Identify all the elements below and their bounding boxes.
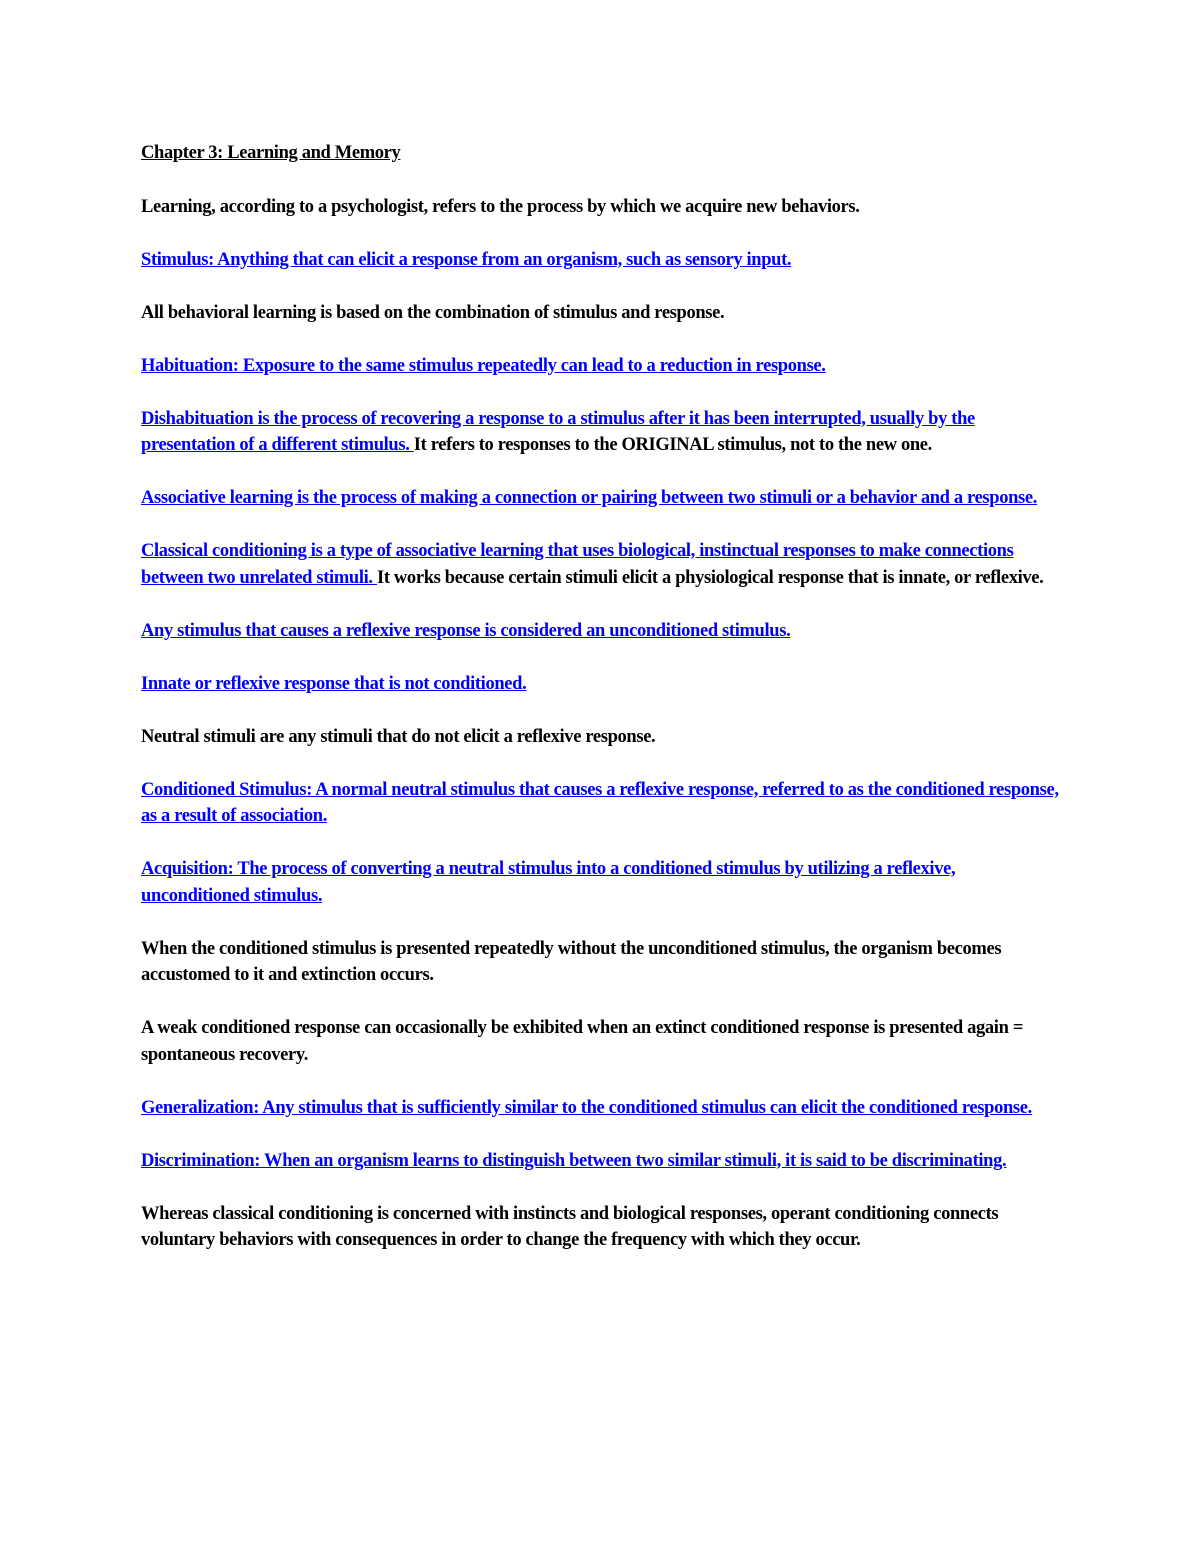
paragraph-stimulus (141, 247, 1061, 274)
paragraph-spontaneous-recovery (141, 1015, 1061, 1068)
body-text: It works because certain stimuli elicit a physiological response that is innate, or reflexive. (376, 567, 1044, 588)
chapter-title: Chapter 3: Learning and Memory (141, 143, 401, 163)
hyperlink-text[interactable]: Associative learning is the process of making a connection or pairing between two stimuli or a behavior and a response. (141, 488, 1038, 508)
paragraph-habituation (141, 353, 1061, 380)
paragraph-unconditioned-response (141, 671, 1061, 698)
paragraph-classical-conditioning (141, 538, 1061, 591)
hyperlink-text[interactable]: Conditioned Stimulus: A normal neutral stimulus that causes a reflexive response, referred to as the conditioned response, as a result of association. (141, 779, 1059, 826)
body-text: Whereas classical conditioning is concerned with instincts and biological responses, operant conditioning connects voluntary behaviors with consequences in order to change the frequency with which they occur. (141, 1203, 999, 1250)
paragraph-generalization (141, 1095, 1061, 1122)
paragraph-behavioral-learning (141, 300, 1061, 327)
paragraph-unconditioned-stimulus (141, 618, 1061, 645)
hyperlink-text[interactable]: Generalization: Any stimulus that is sufficiently similar to the conditioned stimulus can elicit the conditioned response. (141, 1097, 1032, 1118)
paragraph-conditioned-stimulus (141, 777, 1061, 830)
body-text: It refers to responses to the ORIGINAL stimulus, not to the new one. (413, 435, 932, 455)
body-text: A weak conditioned response can occasionally be exhibited when an extinct conditioned response is presented again = spontaneous recovery. (141, 1018, 1024, 1065)
paragraph-dishabituation (141, 406, 1061, 459)
paragraph-acquisition (141, 856, 1061, 909)
paragraph-learning (141, 194, 1061, 221)
hyperlink-text[interactable]: Dishabituation is the process of recovering a response to a stimulus after it has been interrupted, usually by the presentation of a different stimulus. (141, 408, 975, 455)
hyperlink-text[interactable]: Stimulus: Anything that can elicit a response from an organism, such as sensory input. (141, 249, 792, 270)
hyperlink-text[interactable]: Any stimulus that causes a reflexive response is considered an unconditioned stimulus. (141, 620, 791, 641)
body-text: Neutral stimuli are any stimuli that do not elicit a reflexive response. (141, 726, 656, 747)
body-text: When the conditioned stimulus is presented repeatedly without the unconditioned stimulus, the organism becomes accustomed to it and extinction occurs. (141, 938, 1002, 985)
hyperlink-text[interactable]: Habituation: Exposure to the same stimulus repeatedly can lead to a reduction in response. (141, 355, 826, 376)
paragraph-extinction (141, 936, 1061, 989)
hyperlink-text[interactable]: Acquisition: The process of converting a neutral stimulus into a conditioned stimulus by utilizing a reflexive, unconditioned stimulus. (141, 859, 956, 906)
hyperlink-text[interactable]: Classical conditioning is a type of associative learning that uses biological, instinctual responses to make connections between two unrelated stimuli. (141, 541, 1014, 588)
document-page (141, 140, 1061, 1280)
hyperlink-text[interactable]: Innate or reflexive response that is not conditioned. (141, 673, 527, 694)
paragraph-neutral-stimuli (141, 724, 1061, 751)
paragraph-operant-conditioning (141, 1201, 1061, 1254)
body-text: Learning, according to a psychologist, refers to the process by which we acquire new behaviors. (141, 196, 860, 217)
body-text: All behavioral learning is based on the combination of stimulus and response. (141, 302, 725, 323)
paragraph-associative-learning (141, 485, 1061, 512)
hyperlink-text[interactable]: Discrimination: When an organism learns to distinguish between two similar stimuli, it is said to be discriminating. (141, 1150, 1007, 1171)
paragraph-discrimination (141, 1148, 1061, 1175)
